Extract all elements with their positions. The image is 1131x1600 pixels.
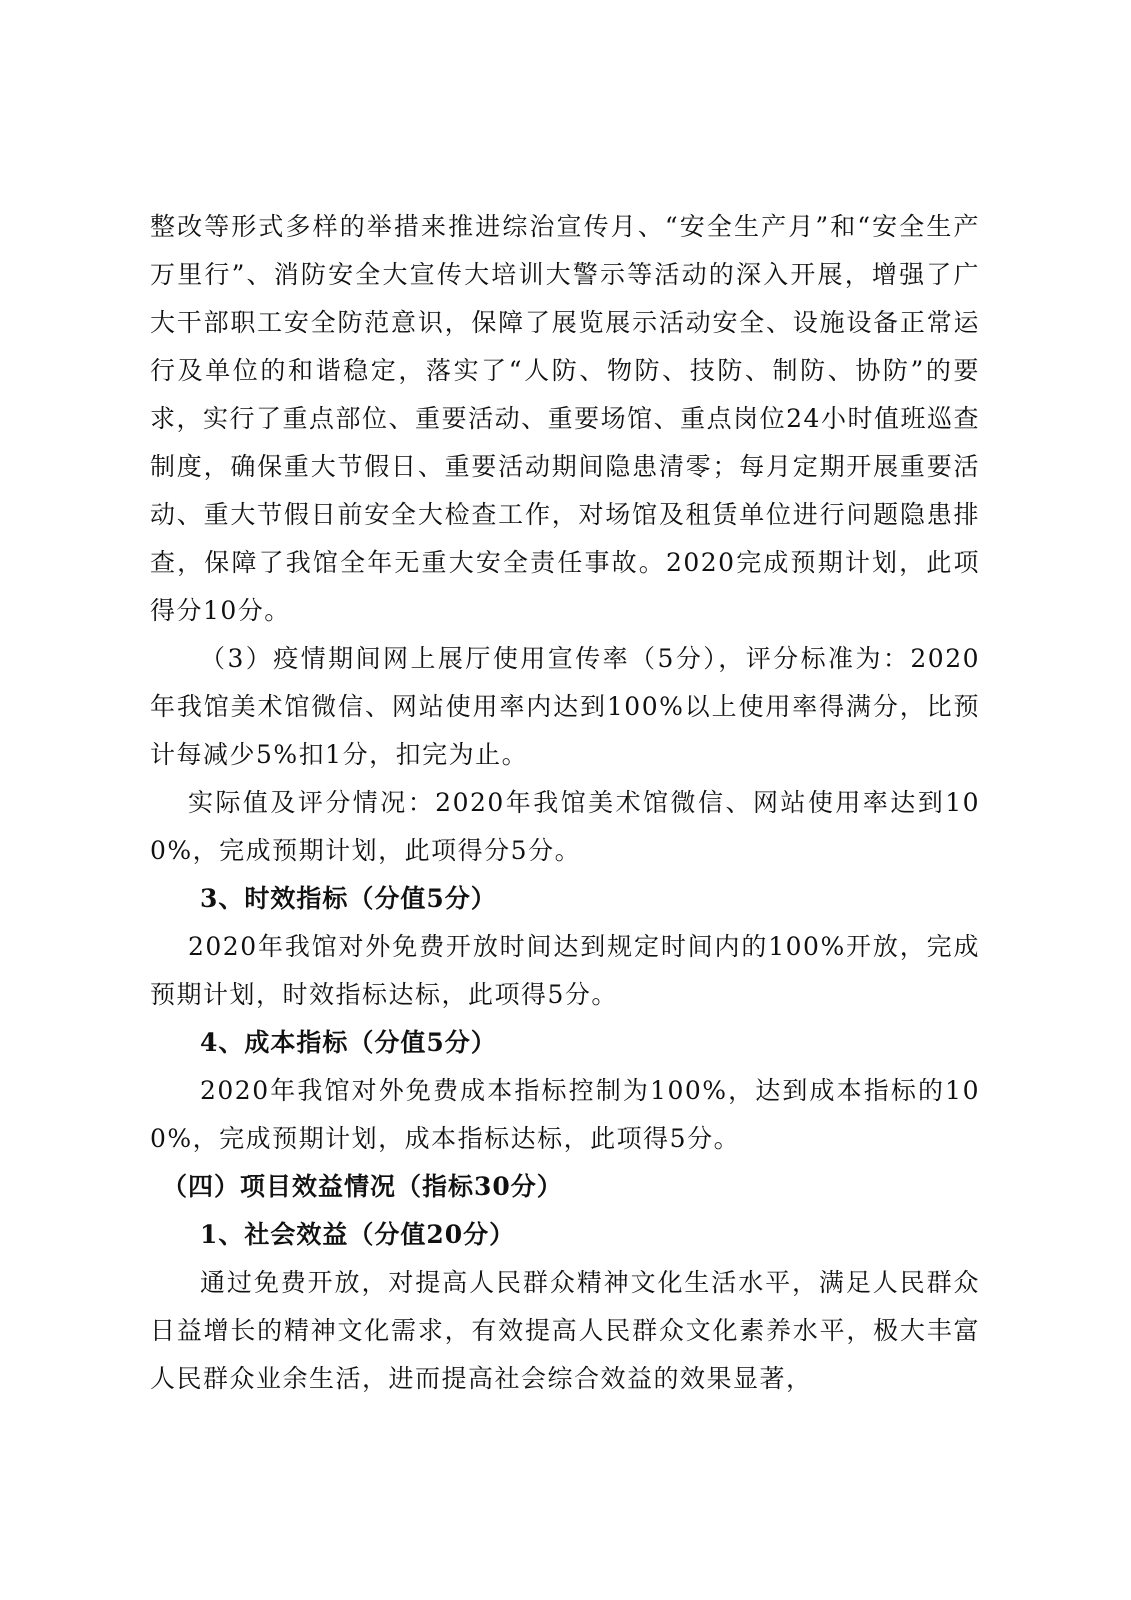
- heading-social-benefits: 1、社会效益（分值20分）: [200, 1220, 516, 1249]
- paragraph-online-exhibition-criteria: （3）疫情期间网上展厅使用宣传率（5分），评分标准为：2020年我馆美术馆微信、网站使用率内达到100%以上使用率得满分，比预计每减少5%扣1分，扣完为止。: [150, 644, 980, 769]
- paragraph-cost-result: 2020年我馆对外免费成本指标控制为100%，达到成本指标的100%，完成预期计划，成本指标达标，此项得5分。: [150, 1076, 980, 1153]
- document-body: [150, 203, 980, 1403]
- paragraph-safety-activities: 整改等形式多样的举措来推进综治宣传月、“安全生产月”和“安全生产万里行”、消防安全大宣传大培训大警示等活动的深入开展，增强了广大干部职工安全防范意识，保障了展览展示活动安全、设施设备正常运行及单位的和谐稳定，落实了“人防、物防、技防、制防、协防”的要求，实行了重点部位、重要活动、重要场馆、重点岗位24小时值班巡查制度，确保重大节假日、重要活动期间隐患清零；每月定期开展重要活动、重大节假日前安全大检查工作，对场馆及租赁单位进行问题隐患排查，保障了我馆全年无重大安全责任事故。2020完成预期计划，此项得分10分。: [150, 212, 980, 625]
- paragraph-social-benefits: 通过免费开放，对提高人民群众精神文化生活水平，满足人民群众日益增长的精神文化需求，有效提高人民群众文化素养水平，极大丰富人民群众业余生活，进而提高社会综合效益的效果显著，: [150, 1268, 980, 1393]
- heading-timeliness-indicator: 3、时效指标（分值5分）: [200, 884, 497, 913]
- heading-project-benefits: （四）项目效益情况（指标30分）: [162, 1172, 563, 1201]
- paragraph-timeliness-result: 2020年我馆对外免费开放时间达到规定时间内的100%开放，完成预期计划，时效指标达标，此项得5分。: [150, 932, 980, 1009]
- paragraph-online-exhibition-result: 实际值及评分情况：2020年我馆美术馆微信、网站使用率达到100%，完成预期计划，此项得分5分。: [150, 788, 980, 865]
- heading-cost-indicator: 4、成本指标（分值5分）: [200, 1028, 497, 1057]
